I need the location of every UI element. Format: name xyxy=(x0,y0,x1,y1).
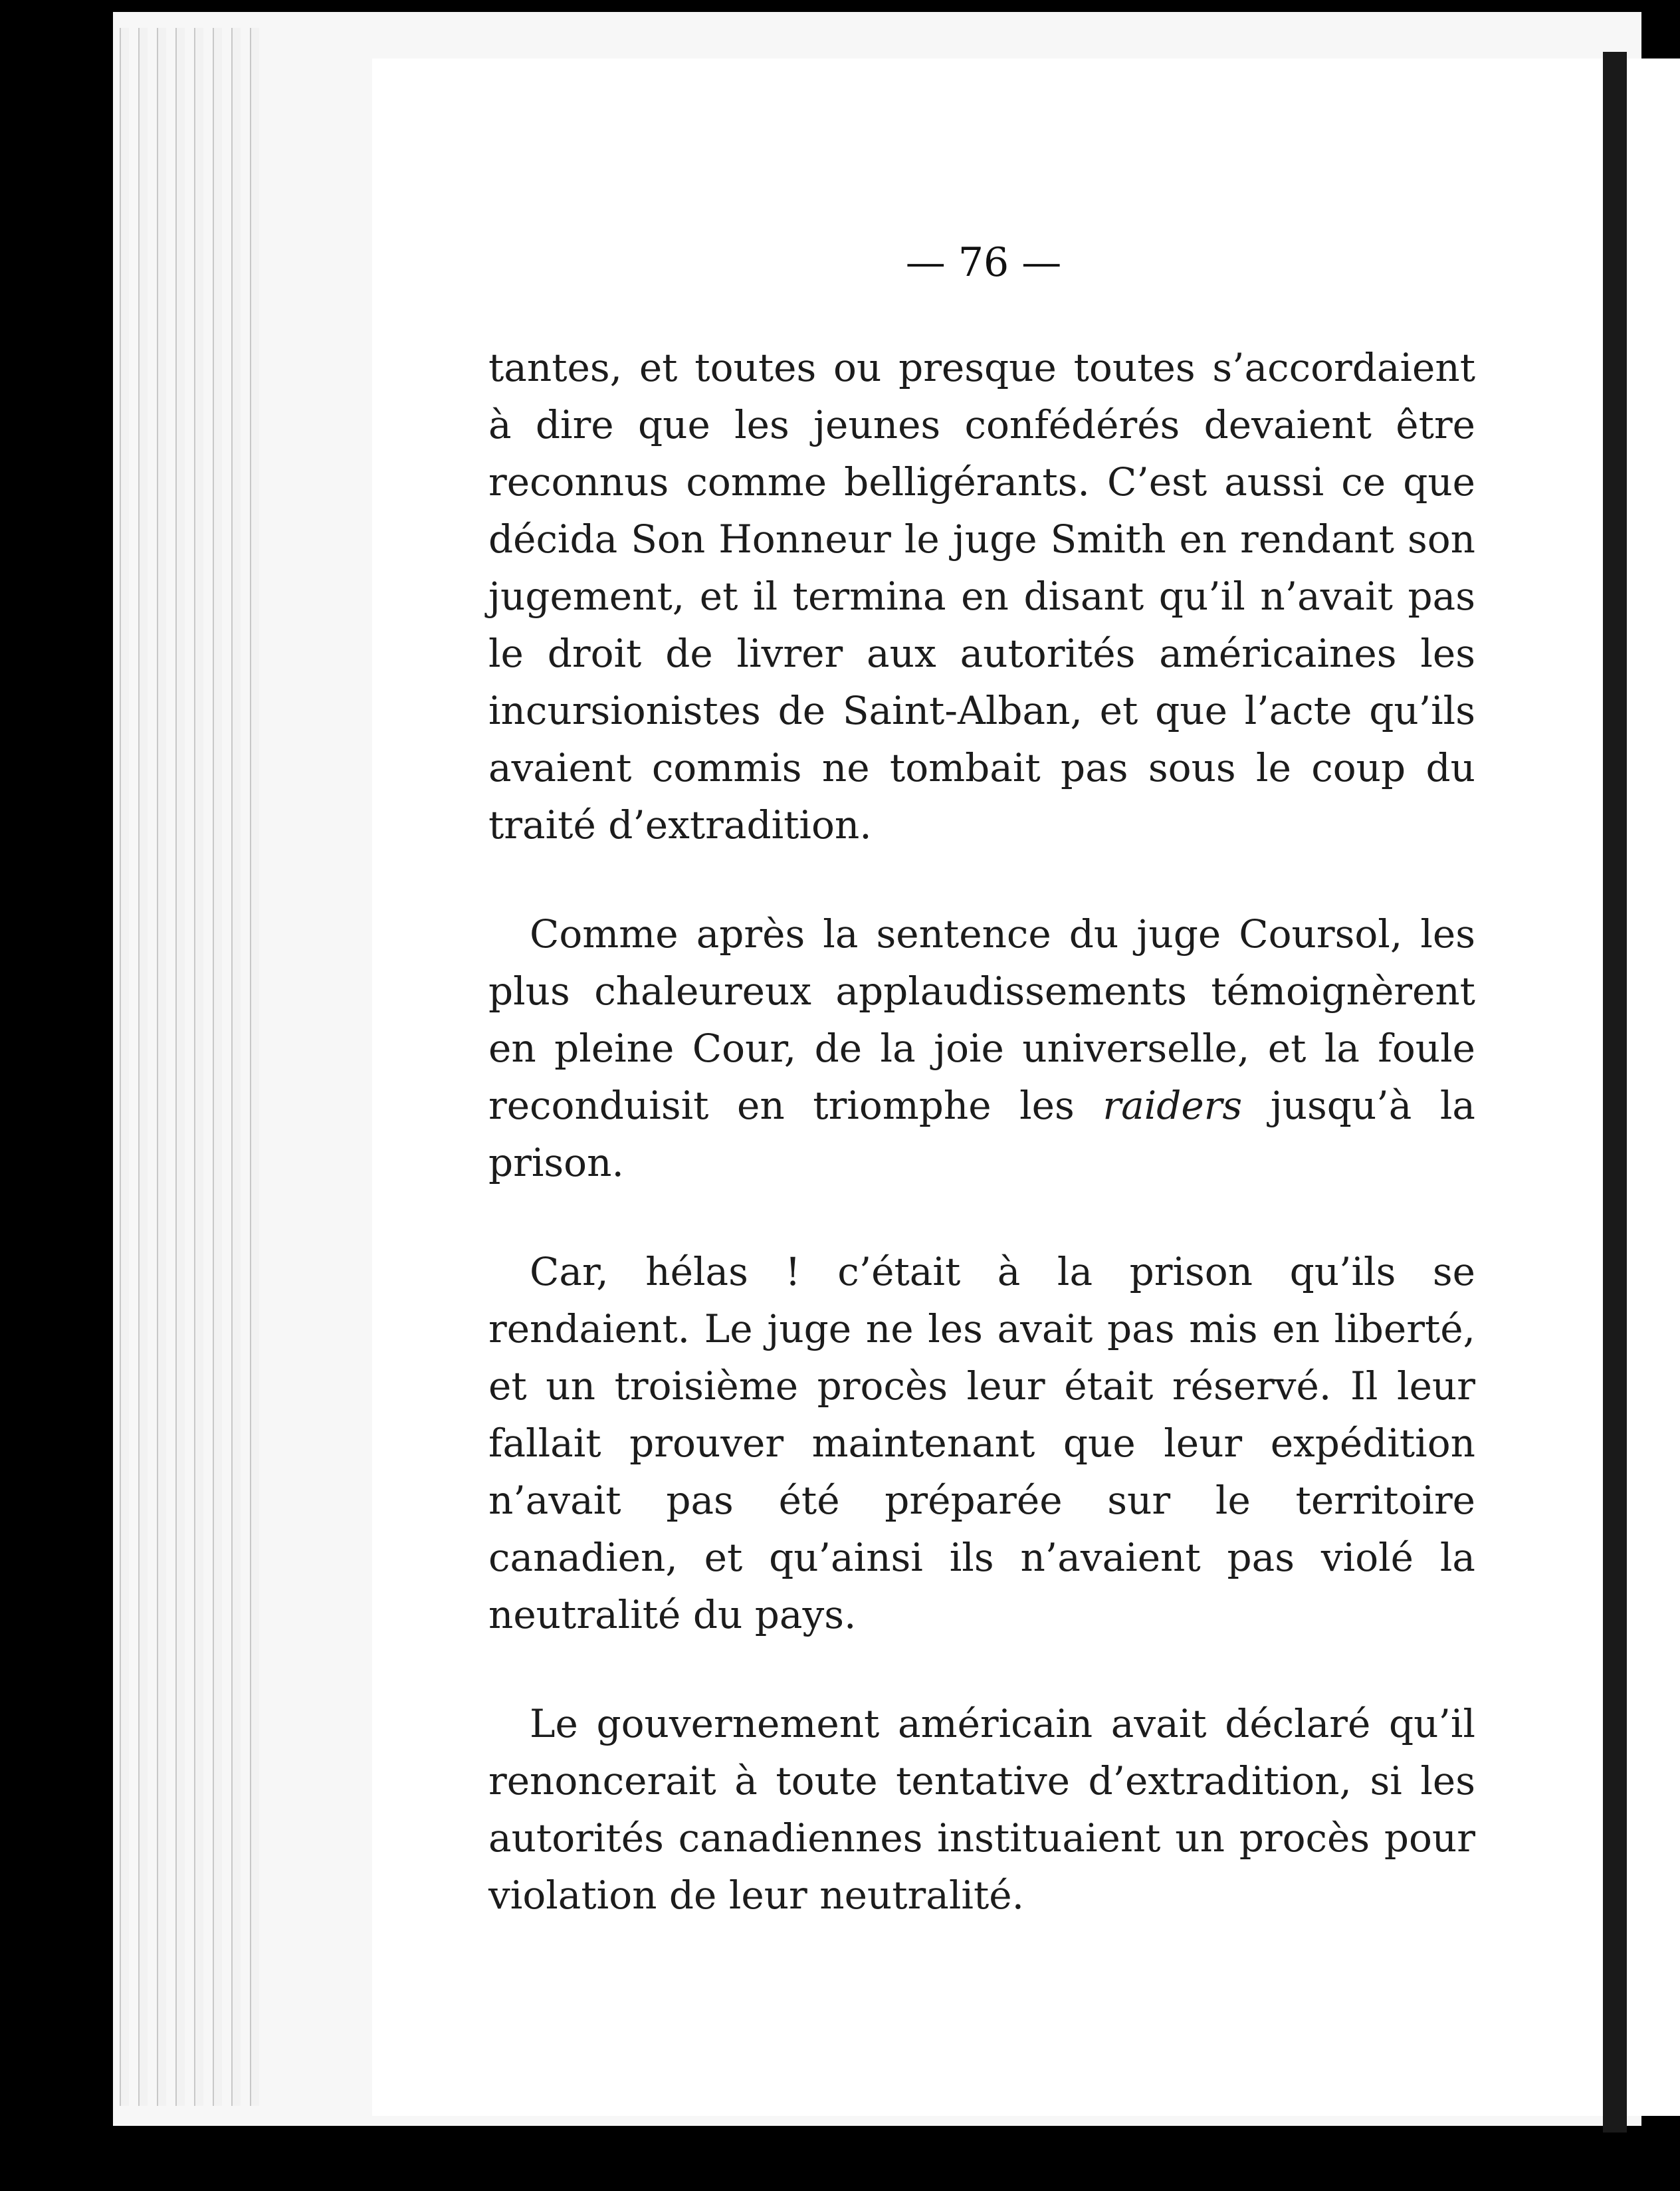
page-edge xyxy=(213,28,222,2106)
page-edge xyxy=(157,28,166,2106)
page-number: — 76 — xyxy=(905,239,1062,286)
paragraph-4: Le gouvernement américain avait déclaré qu’il renoncerait à toute tentative d’extradition, si les autorités canadiennes instituaient un procès pour violation de leur neutralité. xyxy=(488,1701,1475,1918)
page-edge xyxy=(250,28,259,2106)
page-edge xyxy=(120,28,129,2106)
page-gutter-shadow xyxy=(1603,52,1627,2133)
paragraph-2 xyxy=(488,905,1475,1191)
paragraph-2-text-before: Comme après la sentence du juge Coursol, les plus chaleureux applaudissements témoignèrent en pleine Cour, de la joie universelle, et la foule reconduisit en triomphe les xyxy=(488,911,1475,1128)
paragraph-1: tantes, et toutes ou presque toutes s’accordaient à dire que les jeunes confédérés devaient être reconnus comme belligérants. C’est aussi ce que décida Son Honneur le juge Smith en rendant son jugement, et il termina en disant qu’il n’avait pas le droit de livrer aux autorités américaines les incursionistes de Saint-Alban, et que l’acte qu’ils avaient commis ne tombait pas sous le coup du traité d’extradition. xyxy=(488,345,1475,848)
page-edge xyxy=(175,28,185,2106)
paragraph-2-text-after: jusqu’à la prison. xyxy=(488,1083,1475,1185)
page-body xyxy=(488,339,1475,1924)
page-edge xyxy=(231,28,241,2106)
paragraph-2-italic-word: raiders xyxy=(1102,1083,1243,1128)
page-edge xyxy=(194,28,203,2106)
paragraph-3: Car, hélas ! c’était à la prison qu’ils se rendaient. Le juge ne les avait pas mis en liberté, et un troisième procès leur était réservé. Il leur fallait prouver maintenant que leur expédition n’avait pas été préparée sur le territoire canadien, et qu’ainsi ils n’avaient pas violé la neutralité du pays. xyxy=(488,1249,1475,1637)
page-edge xyxy=(138,28,148,2106)
